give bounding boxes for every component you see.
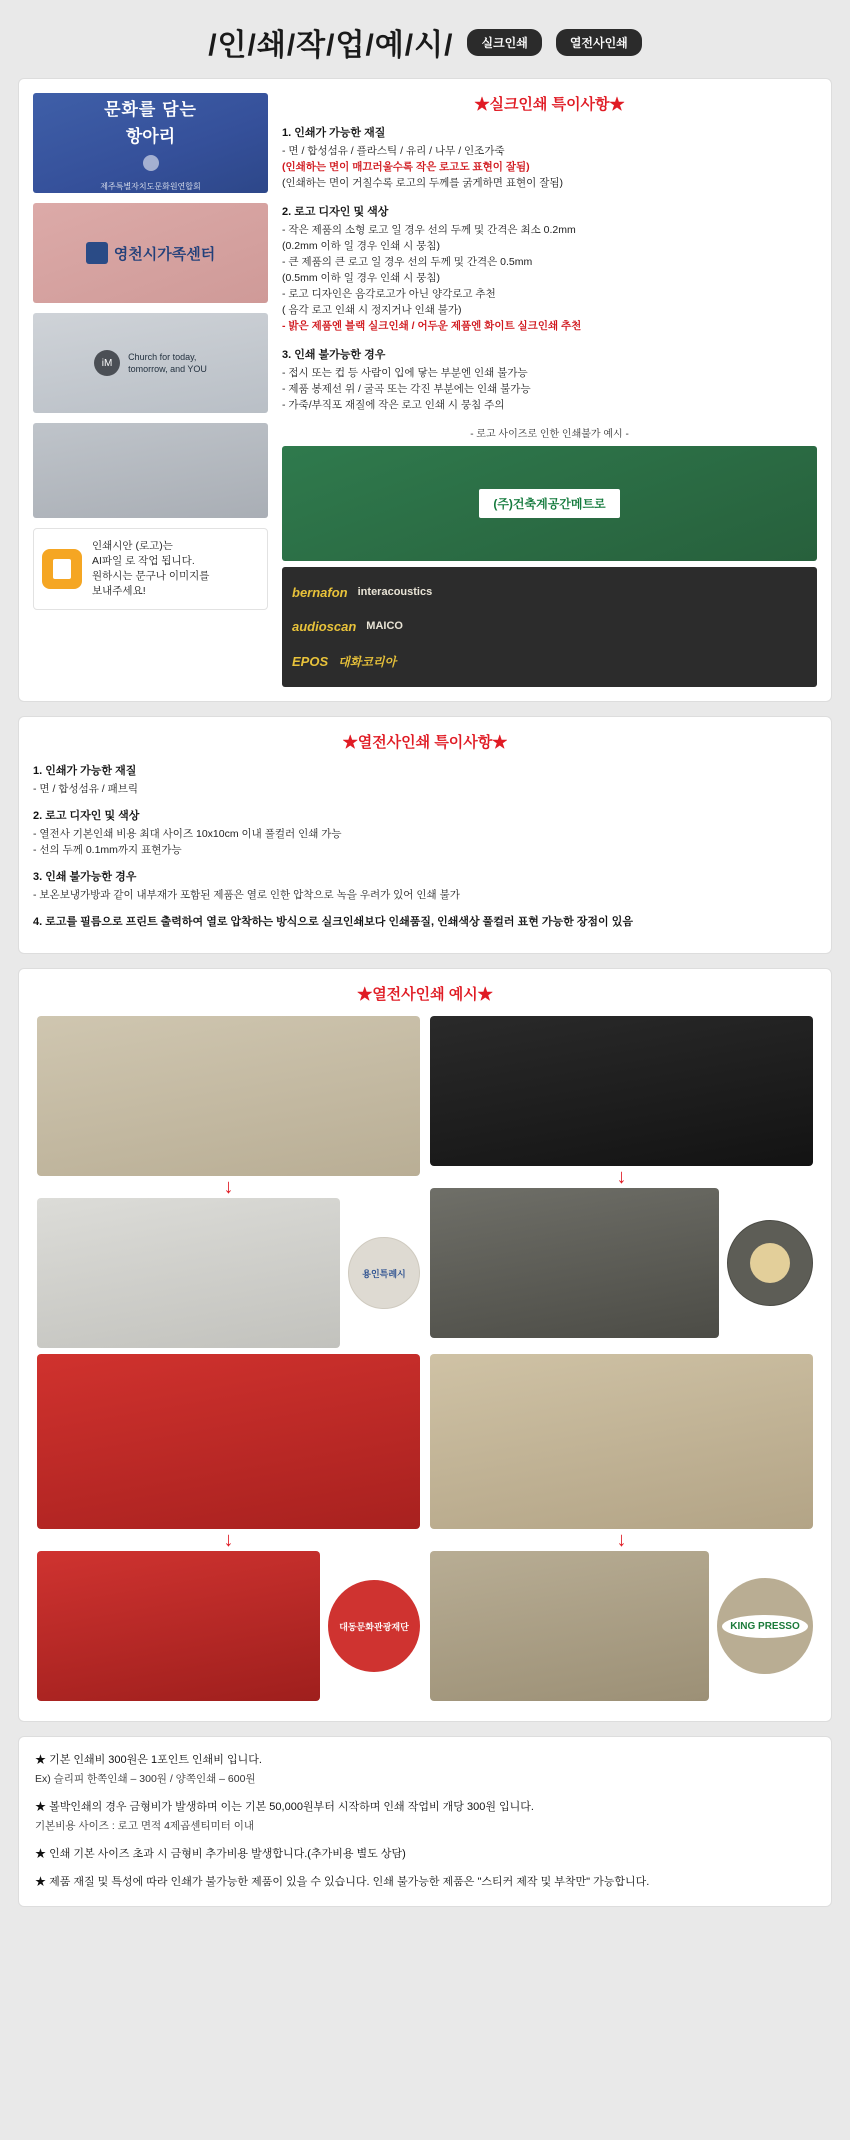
- photo-product-extra: [33, 423, 268, 518]
- zoom-bucket-hat-logo: 용인특례시: [348, 1237, 420, 1309]
- silk-block-3: [282, 346, 817, 413]
- heat-section-title: ★열전사인쇄 특이사항★: [342, 734, 508, 751]
- silk-block-2-heading: 2. 로고 디자인 및 색상: [282, 206, 389, 218]
- flower-logo-icon: [143, 155, 159, 171]
- footer-star-4: ★: [35, 1848, 46, 1860]
- heat-b2-line-1: - 선의 두께 0.1mm까지 표현가능: [33, 844, 182, 856]
- brand-daewha-korea: 대화코리아: [338, 654, 397, 669]
- arrow-down-icon-2: ↓: [616, 1166, 627, 1188]
- photo-pink-pouch: [33, 203, 268, 303]
- footer-notes: [18, 1736, 832, 1907]
- silk-b2-line-4: - 로고 디자인은 음각로고가 아닌 양각로고 추천: [282, 288, 496, 300]
- silk-b2-line-3: (0.5mm 이하 일 경우 인쇄 시 뭉침): [282, 272, 441, 284]
- arrow-down-icon-3: ↓: [223, 1529, 234, 1551]
- gallery-item-apron: [430, 1354, 813, 1701]
- footer-text-3: 기본비용 사이즈 : 로고 면적 4제곱센티미터 이내: [35, 1820, 254, 1832]
- silk-b2-line-1: (0.2mm 이하 일 경우 인쇄 시 뭉침): [282, 240, 441, 252]
- silk-section-title: ★실크인쇄 특이사항★: [474, 96, 625, 113]
- heat-b2-line-0: - 열전사 기본인쇄 비용 최대 사이즈 10x10cm 이내 풀컬러 인쇄 가능: [33, 828, 342, 840]
- heat-b3-line-0: - 보온보냉가방과 같이 내부재가 포함된 제품은 열로 인한 압착으로 녹을 우려가 있어 인쇄 불가: [33, 889, 460, 901]
- footer-star-5: ★: [35, 1876, 46, 1888]
- photo-bucket-hat-after: [37, 1198, 340, 1348]
- brand-epos: EPOS: [292, 653, 329, 669]
- silk-b3-line-0: - 접시 또는 컵 등 사람이 입에 닿는 부분엔 인쇄 불가능: [282, 367, 528, 379]
- arrow-down-icon-4: ↓: [616, 1529, 627, 1551]
- silk-print-panel: [18, 78, 832, 702]
- arrow-down-icon: ↓: [223, 1176, 234, 1198]
- photo-pen-line1: Church for today,: [128, 352, 197, 362]
- photo-vest-after: [37, 1551, 320, 1701]
- ai-file-note-text: [92, 539, 209, 599]
- photo-navy-line3: 제주특별자치도문화원연합회: [100, 181, 201, 191]
- zoom-pouch-logo: [727, 1220, 813, 1306]
- gallery-item-bucket-hat: [37, 1016, 420, 1348]
- gallery-grid-bottom: [33, 1354, 817, 1707]
- page-header: [0, 0, 850, 78]
- green-sign-text: (주)건축계공간메트로: [479, 489, 619, 518]
- flower-mark-icon: [750, 1243, 790, 1283]
- im-badge-icon: iM: [94, 350, 120, 376]
- silk-block-1: [282, 124, 817, 191]
- heat-block-4: [33, 913, 817, 929]
- silk-block-3-heading: 3. 인쇄 불가능한 경우: [282, 349, 386, 361]
- heat-b1-line-0: - 면 / 합성섬유 / 패브릭: [33, 783, 139, 795]
- footer-text-4: 인쇄 기본 사이즈 초과 시 금형비 추가비용 발생합니다.(추가비용 별도 상담): [49, 1848, 406, 1860]
- silk-b1-line-0: - 면 / 합성섬유 / 플라스틱 / 유리 / 나무 / 인조가죽: [282, 145, 505, 157]
- silk-block-2: [282, 203, 817, 334]
- photo-navy-line1: 문화를 담는: [104, 99, 197, 119]
- silk-b3-line-1: - 제품 봉제선 위 / 굴곡 또는 각진 부분에는 인쇄 불가능: [282, 383, 531, 395]
- photo-pouch-before: [430, 1016, 813, 1166]
- heat-block-1: [33, 762, 817, 797]
- footer-text-2: 볼박인쇄의 경우 금형비가 발생하며 이는 기본 50,000원부터 시작하며 인쇄 작업비 개당 300원 입니다.: [49, 1801, 534, 1813]
- photo-green-sign: [282, 446, 817, 561]
- gallery-item-laptop-pouch: [430, 1016, 813, 1348]
- zoom-apron-logo: [717, 1578, 813, 1674]
- ai-note-line3: 원하시는 문구나 이미지를: [92, 570, 210, 582]
- ai-note-line4: 보내주세요!: [92, 585, 146, 597]
- heat-block-2: [33, 807, 817, 858]
- gallery-panel: [18, 968, 832, 1722]
- photo-bucket-hat-before: [37, 1016, 420, 1176]
- king-presso-logo-text: KING PRESSO: [722, 1615, 807, 1638]
- footer-star-2: ★: [35, 1801, 46, 1813]
- center-logo-icon: [86, 242, 108, 264]
- gallery-grid-top: [33, 1016, 817, 1354]
- footer-line-4: [35, 1845, 815, 1864]
- photo-navy-line2: 항아리: [125, 126, 176, 146]
- photo-pouch-after: [430, 1188, 719, 1338]
- silk-text-column: [282, 93, 817, 687]
- photo-pen-text: [128, 351, 207, 375]
- footer-text-0: 기본 인쇄비 300원은 1포인트 인쇄비 입니다.: [49, 1754, 262, 1766]
- silk-b2-line-2: - 큰 제품의 큰 로고 일 경우 선의 두께 및 간격은 0.5mm: [282, 256, 533, 268]
- silk-b1-line-2: (인쇄하는 면이 거칠수록 로고의 두께를 굵게하면 표현이 잘됨): [282, 177, 563, 189]
- footer-line-2: [35, 1798, 815, 1836]
- silk-example-caption: - 로고 사이즈로 인한 인쇄불가 예시 -: [470, 429, 629, 440]
- photo-apron-after: [430, 1551, 709, 1701]
- silk-b2-line-6: - 밝은 제품엔 블랙 실크인쇄 / 어두운 제품엔 화이트 실크인쇄 추천: [282, 320, 582, 332]
- photo-apron-before: [430, 1354, 813, 1529]
- badge-silk-print: 실크인쇄: [467, 29, 541, 56]
- ai-note-line2: AI파일 로 작업 됩니다.: [92, 555, 195, 567]
- silk-photo-column: [33, 93, 268, 687]
- photo-vest-before: [37, 1354, 420, 1529]
- photo-pen-set: [33, 313, 268, 413]
- photo-pen-line2: tomorrow, and YOU: [128, 364, 207, 374]
- gallery-item-safety-vest: [37, 1354, 420, 1701]
- brand-maico: MAICO: [366, 620, 403, 632]
- page-title: /인/쇄/작/업/예/시/: [208, 29, 454, 62]
- footer-line-5: [35, 1873, 815, 1892]
- heat-transfer-panel: [18, 716, 832, 954]
- gallery-title: ★열전사인쇄 예시★: [357, 986, 493, 1003]
- photo-navy-bag: [33, 93, 268, 193]
- footer-line-0: [35, 1751, 815, 1789]
- footer-text-5: 제품 재질 및 특성에 따라 인쇄가 불가능한 제품이 있을 수 있습니다. 인쇄 불가능한 제품은 "스티커 제작 및 부착만" 가능합니다.: [49, 1876, 650, 1888]
- heat-block-4-heading: 4. 로고를 필름으로 프린트 출력하여 열로 압착하는 방식으로 실크인쇄보다 인쇄품질, 인쇄색상 풀컬러 표현 가능한 장점이 있음: [33, 916, 633, 928]
- silk-block-1-heading: 1. 인쇄가 가능한 재질: [282, 127, 386, 139]
- photo-brand-board: [282, 567, 817, 687]
- brand-audioscan: audioscan: [292, 618, 357, 634]
- silk-b1-line-1: (인쇄하는 면이 매끄러울수록 작은 로고도 표현이 잘됨): [282, 161, 530, 173]
- silk-b3-line-2: - 가죽/부직포 재질에 작은 로고 인쇄 시 뭉침 주의: [282, 399, 505, 411]
- photo-pink-label: 영천시가족센터: [113, 245, 216, 263]
- badge-heat-transfer-print: 열전사인쇄: [556, 29, 642, 56]
- heat-block-2-heading: 2. 로고 디자인 및 색상: [33, 810, 140, 822]
- heat-block-1-heading: 1. 인쇄가 가능한 재질: [33, 765, 137, 777]
- ai-file-note: [33, 528, 268, 610]
- heat-block-3: [33, 868, 817, 903]
- zoom-vest-logo: 대동문화관광재단: [328, 1580, 420, 1672]
- heat-block-3-heading: 3. 인쇄 불가능한 경우: [33, 871, 137, 883]
- footer-star-0: ★: [35, 1754, 46, 1766]
- brand-interacoustics: interacoustics: [357, 586, 433, 598]
- upload-file-icon: [42, 549, 82, 589]
- ai-note-line1: 인쇄시안 (로고)는: [92, 540, 173, 552]
- footer-text-1: Ex) 슬리피 한쪽인쇄 – 300원 / 양쪽인쇄 – 600원: [35, 1773, 256, 1785]
- brand-bernafon: bernafon: [292, 584, 348, 600]
- silk-b2-line-0: - 작은 제품의 소형 로고 일 경우 선의 두께 및 간격은 최소 0.2mm: [282, 224, 576, 236]
- silk-b2-line-5: ( 음각 로고 인쇄 시 정지거나 인쇄 불가): [282, 304, 462, 316]
